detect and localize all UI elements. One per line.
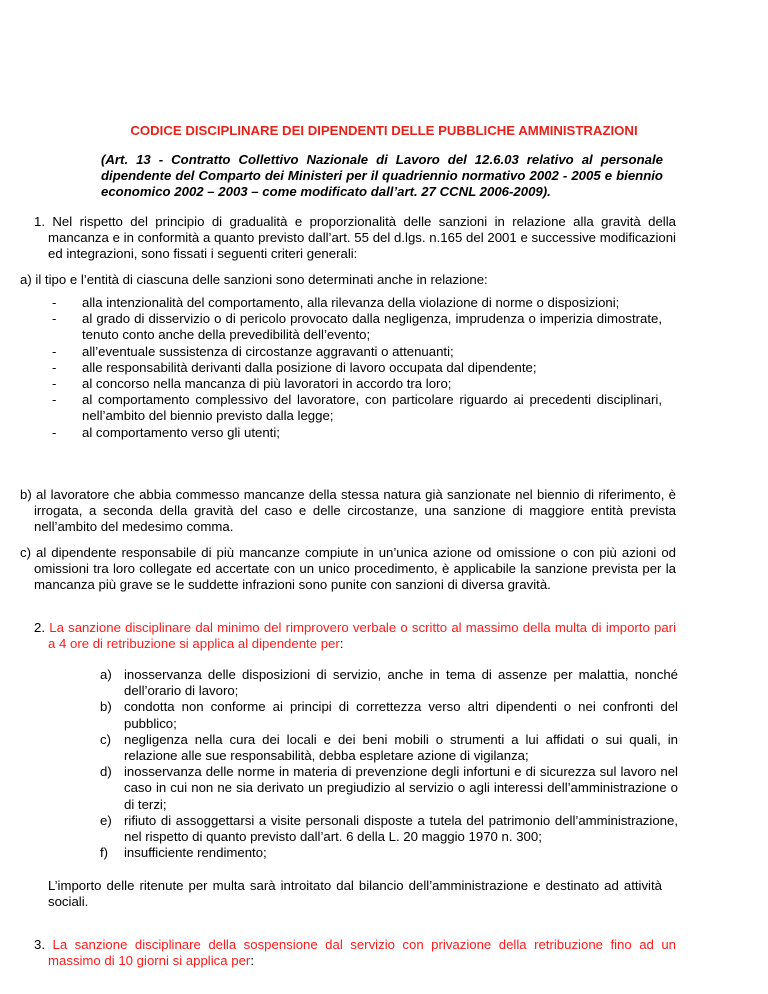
- infraction-marker: d): [100, 764, 112, 780]
- criteria-item: [52, 425, 662, 441]
- criteria-item: [52, 311, 662, 343]
- paragraph-2-text: La sanzione disciplinare dal minimo del rimprovero verbale o scritto al massimo della multa di importo pari a 4 ore di retribuzione si applica al dipendente per: [48, 620, 676, 652]
- criteria-item-text: alle responsabilità derivanti dalla posizione di lavoro occupata dal dipendente;: [82, 359, 537, 375]
- paragraph-3-number: 3.: [34, 937, 45, 952]
- infraction-marker: a): [100, 667, 112, 682]
- paragraph-2-colon: :: [339, 636, 344, 652]
- paragraph-2-number: 2.: [34, 620, 45, 635]
- criterion-c: c) al dipendente responsabile di più mancanze compiute in un’unica azione od omissione o con più azioni od omissioni tra loro collegate ed accertate con un unico procedimento, è applicabile la sanzione prevista per la mancanza più grave se le suddette infrazioni sono punite con sanzioni di diversa gravità.: [20, 545, 676, 593]
- infraction-marker: e): [100, 812, 112, 828]
- dash-marker: -: [52, 295, 57, 310]
- infraction-marker: c): [100, 731, 111, 747]
- criteria-item-text: al concorso nella mancanza di più lavoratori in accordo tra loro;: [82, 376, 452, 392]
- infractions-list: [100, 667, 678, 861]
- infraction-marker: b): [100, 699, 112, 715]
- criterion-a: a) il tipo e l’entità di ciascuna delle sanzioni sono determinati anche in relazione:: [20, 272, 488, 287]
- dash-marker: -: [52, 311, 57, 327]
- criterion-b: b) al lavoratore che abbia commesso mancanze della stessa natura già sanzionate nel biennio di riferimento, è irrogata, a seconda della gravità del caso e delle circostanze, una sanzione di maggiore entità prevista nell’ambito del medesimo comma.: [20, 487, 676, 535]
- dash-marker: -: [52, 359, 57, 375]
- criteria-item: [52, 376, 662, 392]
- infraction-item: [100, 699, 678, 731]
- criteria-item-text: al comportamento verso gli utenti;: [82, 424, 280, 440]
- criteria-item-text: alla intenzionalità del comportamento, alla rilevanza della violazione di norme o disposizioni;: [82, 295, 620, 310]
- infraction-text: negligenza nella cura dei locali e dei beni mobili o strumenti a lui affidati o sui quali, in relazione alle sue responsabilità, debba espletare azione di vigilanza;: [124, 731, 678, 764]
- document-title: CODICE DISCIPLINARE DEI DIPENDENTI DELLE PUBBLICHE AMMINISTRAZIONI: [130, 123, 638, 138]
- infraction-text: inosservanza delle norme in materia di prevenzione degli infortuni e di sicurezza sul lavoro nel caso in cui non ne sia derivato un pregiudizio al servizio o agli interessi dell’amministrazione o di terzi;: [124, 764, 678, 812]
- infraction-item: [100, 845, 678, 861]
- criteria-dash-list: [52, 295, 662, 441]
- criteria-item-text: all’eventuale sussistenza di circostanze aggravanti o attenuanti;: [82, 343, 454, 359]
- infraction-item: [100, 764, 678, 813]
- paragraph-1: 1. Nel rispetto del principio di gradualità e proporzionalità delle sanzioni in relazione alla gravità della mancanza e in conformità a quanto previsto dall’art. 55 del d.lgs. n.165 del 2001 e successive modificazioni ed integrazioni, sono fissati i seguenti criteri generali:: [34, 214, 676, 262]
- fine-note: L’importo delle ritenute per multa sarà introitato dal bilancio dell’amministrazione e destinato ad attività sociali.: [48, 878, 662, 910]
- infraction-item: [100, 732, 678, 764]
- infraction-text: rifiuto di assoggettarsi a visite personali disposte a tutela del patrimonio dell’amministrazione, nel rispetto di quanto previsto dall’art. 6 della L. 20 maggio 1970 n. 300;: [124, 812, 678, 845]
- criteria-item-text: al comportamento complessivo del lavoratore, con particolare riguardo ai precedenti disciplinari, nell’ambito del biennio previsto dalla legge;: [82, 392, 662, 424]
- criteria-item: [52, 344, 662, 360]
- criteria-item: [52, 392, 662, 424]
- criteria-item: [52, 360, 662, 376]
- dash-marker: -: [52, 424, 57, 440]
- infraction-item: [100, 667, 678, 699]
- paragraph-2: [34, 620, 676, 652]
- infraction-text: condotta non conforme ai principi di correttezza verso altri dipendenti o nei confronti del pubblico;: [124, 699, 678, 731]
- paragraph-3: [34, 937, 676, 969]
- paragraph-3-colon: :: [250, 953, 254, 969]
- dash-marker: -: [52, 376, 57, 392]
- paragraph-3-text: La sanzione disciplinare della sospensione dal servizio con privazione della retribuzione fino ad un massimo di 10 giorni si applica per: [48, 937, 676, 969]
- infraction-text: inosservanza delle disposizioni di servizio, anche in tema di assenze per malattia, nonché dell’orario di lavoro;: [124, 667, 678, 699]
- document-subtitle: (Art. 13 - Contratto Collettivo Nazionale di Lavoro del 12.6.03 relativo al personale dipendente del Comparto dei Ministeri per il quadriennio normativo 2002 - 2005 e biennio economico 2002 – 2003 – come modificato dall’art. 27 CCNL 2006-2009).: [101, 152, 663, 200]
- infraction-text: insufficiente rendimento;: [124, 845, 267, 861]
- dash-marker: -: [52, 392, 57, 408]
- infraction-item: [100, 813, 678, 845]
- infraction-marker: f): [100, 845, 109, 861]
- criteria-item: [52, 295, 662, 311]
- criteria-item-text: al grado di disservizio o di pericolo provocato dalla negligenza, imprudenza o imperizia dimostrate, tenuto conto anche della prevedibilità dell’evento;: [82, 311, 662, 343]
- dash-marker: -: [52, 343, 57, 359]
